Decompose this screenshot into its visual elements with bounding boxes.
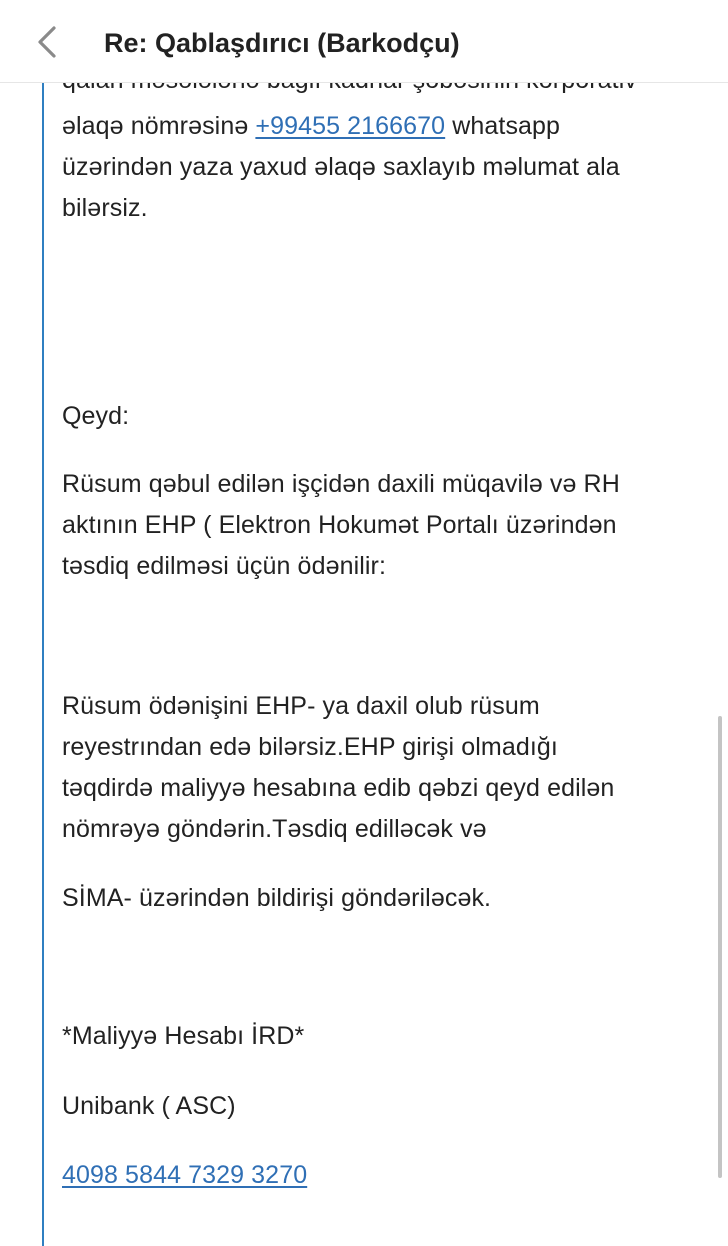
- card-number-link[interactable]: 4098 5844 7329 3270: [62, 1161, 308, 1189]
- payment-line-2: reyestrından edə bilərsiz.EHP girişi olmadığı: [62, 733, 558, 761]
- sima-line: SİMA- üzərindən bildirişi göndəriləcək.: [62, 884, 492, 912]
- bank-name: Unibank ( ASC): [62, 1092, 236, 1120]
- note-line-3: təsdiq edilməsi üçün ödənilir:: [62, 552, 387, 580]
- page-title: Re: Qablaşdırıcı (Barkodçu): [104, 28, 460, 58]
- payment-line-3: təqdirdə maliyyə hesabına edib qəbzi qeyd edilən: [62, 774, 615, 802]
- contact-suffix-text: whatsapp: [445, 112, 561, 140]
- contact-prefix-text: əlaqə nömrəsinə: [62, 112, 256, 140]
- message-line-contact: [62, 112, 560, 141]
- note-line-2: aktının EHP ( Elektron Hokumət Portalı üzərindən: [62, 511, 617, 539]
- back-button[interactable]: [28, 22, 68, 62]
- phone-number-link[interactable]: +99455 2166670: [255, 112, 446, 140]
- quote-bar: [42, 60, 44, 1246]
- account-title: *Maliyyə Hesabı İRD*: [62, 1022, 305, 1050]
- note-line-1: Rüsum qəbul edilən işçidən daxili müqavilə və RH: [62, 470, 620, 498]
- payment-line-1: Rüsum ödənişini EHP- ya daxil olub rüsum: [62, 692, 540, 720]
- message-line-2: üzərindən yaza yaxud əlaqə saxlayıb məlumat ala: [62, 153, 620, 181]
- message-line-3: bilərsiz.: [62, 194, 148, 222]
- chevron-left-icon: [28, 22, 68, 62]
- note-label: Qeyd:: [62, 402, 130, 430]
- header-bar: [0, 0, 728, 83]
- scrollbar[interactable]: [718, 716, 722, 1178]
- payment-line-4: nömrəyə göndərin.Təsdiq edilləcək və: [62, 815, 487, 843]
